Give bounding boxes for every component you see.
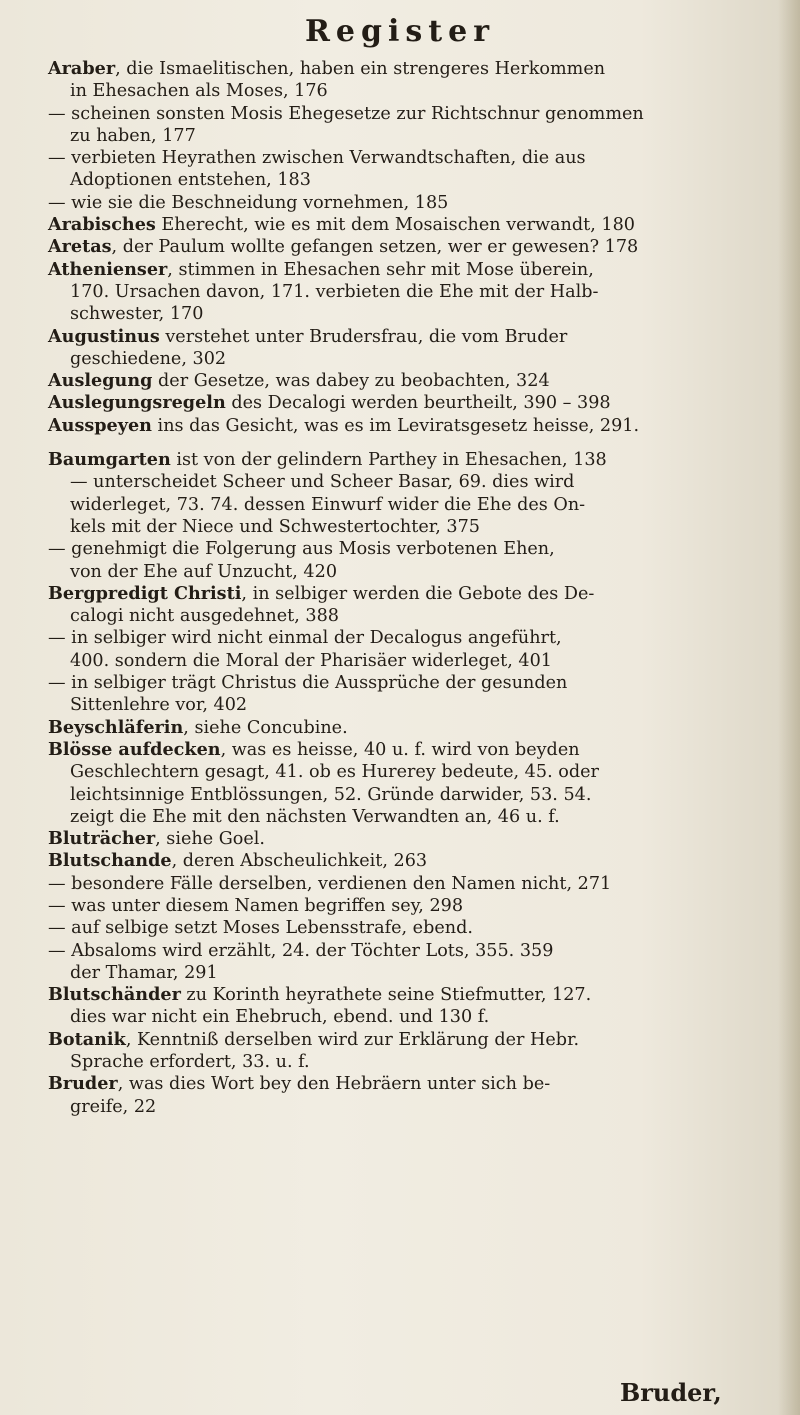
register-entry (48, 672, 778, 717)
register-entry (48, 1073, 778, 1118)
register-entry (48, 58, 778, 103)
entry-headword: Botanik (48, 1028, 126, 1050)
entry-continuation-line: kels mit der Niece und Schwestertochter, 375 (70, 516, 480, 537)
entry-line: — in selbiger wird nicht einmal der Decalogus angeführt, (48, 628, 562, 649)
entry-line: Arabisches Eherecht, wie es mit dem Mosaischen verwandt, 180 (48, 214, 635, 236)
entry-line: — in selbiger trägt Christus die Aussprüche der gesunden (48, 673, 568, 694)
entry-line: Ausspeyen ins das Gesicht, was es im Leviratsgesetz heisse, 291. (48, 414, 640, 436)
entry-line: — wie sie die Beschneidung vornehmen, 185 (48, 192, 449, 213)
register-entry (48, 940, 778, 985)
entry-line: Beyschläferin, siehe Concubine. (48, 716, 348, 738)
entry-line: Auslegung der Gesetze, was dabey zu beobachten, 324 (48, 370, 550, 392)
register-entry (48, 873, 778, 895)
entry-headword: Bergpredigt Christi (48, 582, 242, 604)
register-entry (48, 583, 778, 628)
entry-headword: Athenienser (48, 258, 168, 280)
entry-continuation-line: zu haben, 177 (70, 125, 196, 146)
entry-line: Blösse aufdecken, was es heisse, 40 u. f. wird von beyden (48, 738, 580, 760)
entry-line: Bluträcher, siehe Goel. (48, 828, 265, 850)
register-entry (48, 917, 778, 939)
register-entry (48, 103, 778, 148)
entry-continuation-line: 400. sondern die Moral der Pharisäer widerleget, 401 (70, 650, 552, 671)
entry-line: — was unter diesem Namen begriffen sey, 298 (48, 895, 464, 916)
entry-line: — genehmigt die Folgerung aus Mosis verbotenen Ehen, (48, 539, 555, 560)
entry-line: Araber, die Ismaelitischen, haben ein strengeres Herkommen (48, 58, 606, 79)
entry-headword: Auslegungsregeln (48, 392, 226, 414)
register-entry (48, 627, 778, 672)
entry-line: — Absaloms wird erzählt, 24. der Töchter Lots, 355. 359 (48, 940, 554, 961)
entry-continuation-line: der Thamar, 291 (70, 962, 218, 983)
register-entry (48, 984, 778, 1029)
register-entry (48, 236, 778, 258)
section-gap (48, 437, 778, 449)
entry-headword: Aretas (48, 236, 112, 258)
register-entry (48, 370, 778, 392)
entry-line: — auf selbige setzt Moses Lebensstrafe, ebend. (48, 918, 473, 939)
entry-continuation-line: in Ehesachen als Moses, 176 (70, 81, 328, 102)
register-entry (48, 415, 778, 437)
entry-line: Bruder, was dies Wort bey den Hebräern unter sich be- (48, 1073, 551, 1095)
register-entry (48, 1029, 778, 1074)
entry-continuation-line: zeigt die Ehe mit den nächsten Verwandten an, 46 u. f. (70, 806, 560, 827)
entry-line: Blutschänder zu Korinth heyrathete seine Stiefmutter, 127. (48, 984, 592, 1006)
entry-line: Augustinus verstehet unter Brudersfrau, die vom Bruder (48, 325, 568, 347)
entry-continuation-line: schwester, 170 (70, 304, 204, 325)
entry-continuation-line: dies war nicht ein Ehebruch, ebend. und 130 f. (70, 1007, 490, 1028)
entry-headword: Blutschänder (48, 984, 181, 1006)
entry-headword: Augustinus (48, 325, 160, 347)
catchword: Bruder, (620, 1378, 722, 1407)
entry-headword: Arabisches (48, 214, 156, 236)
entry-headword: Auslegung (48, 370, 153, 392)
entry-headword: Blösse aufdecken (48, 738, 221, 760)
entry-continuation-line: — unterscheidet Scheer und Scheer Basar, 69. dies wird (70, 472, 575, 493)
entry-continuation-line: widerleget, 73. 74. dessen Einwurf wider die Ehe des On- (70, 494, 586, 515)
register-entry (48, 259, 778, 326)
entry-continuation-line: geschiedene, 302 (70, 348, 227, 369)
entry-continuation-line: Sittenlehre vor, 402 (70, 695, 248, 716)
entry-headword: Baumgarten (48, 449, 171, 471)
register-entry (48, 739, 778, 828)
entry-line: — scheinen sonsten Mosis Ehegesetze zur Richtschnur genommen (48, 103, 644, 124)
register-entries (48, 58, 778, 1118)
entry-line: Baumgarten ist von der gelindern Parthey in Ehesachen, 138 (48, 449, 607, 471)
entry-continuation-line: greife, 22 (70, 1096, 157, 1117)
entry-headword: Blutschande (48, 850, 172, 872)
entry-headword: Araber (48, 58, 116, 79)
entry-line: Botanik, Kenntniß derselben wird zur Erklärung der Hebr. (48, 1028, 580, 1050)
register-entry (48, 147, 778, 192)
entry-line: Auslegungsregeln des Decalogi werden beurtheilt, 390 – 398 (48, 392, 611, 414)
entry-line: — verbieten Heyrathen zwischen Verwandtschaften, die aus (48, 148, 586, 169)
register-entry (48, 214, 778, 236)
entry-headword: Ausspeyen (48, 414, 152, 436)
entry-headword: Beyschläferin (48, 716, 184, 738)
page-header: Register (304, 14, 496, 49)
register-entry (48, 392, 778, 414)
register-entry (48, 895, 778, 917)
entry-continuation-line: 170. Ursachen davon, 171. verbieten die Ehe mit der Halb- (70, 281, 599, 302)
entry-continuation-line: Adoptionen entstehen, 183 (70, 170, 311, 191)
register-entry (48, 850, 778, 872)
register-entry (48, 449, 778, 538)
page-edge-shadow (778, 0, 800, 1415)
register-entry (48, 717, 778, 739)
register-entry (48, 192, 778, 214)
entry-headword: Bluträcher (48, 828, 156, 850)
entry-headword: Bruder (48, 1073, 118, 1095)
register-entry (48, 828, 778, 850)
entry-line: — besondere Fälle derselben, verdienen den Namen nicht, 271 (48, 873, 612, 894)
entry-continuation-line: von der Ehe auf Unzucht, 420 (70, 561, 338, 582)
entry-continuation-line: calogi nicht ausgedehnet, 388 (70, 606, 339, 627)
entry-line: Athenienser, stimmen in Ehesachen sehr mit Mose überein, (48, 258, 594, 280)
entry-continuation-line: Sprache erfordert, 33. u. f. (70, 1052, 310, 1073)
entry-line: Bergpredigt Christi, in selbiger werden die Gebote des De- (48, 582, 595, 604)
entry-continuation-line: leichtsinnige Entblössungen, 52. Gründe darwider, 53. 54. (70, 784, 592, 805)
entry-continuation-line: Geschlechtern gesagt, 41. ob es Hurerey bedeute, 45. oder (70, 762, 599, 783)
entry-line: Blutschande, deren Abscheulichkeit, 263 (48, 850, 428, 872)
register-entry (48, 538, 778, 583)
register-entry (48, 326, 778, 371)
entry-line: Aretas, der Paulum wollte gefangen setzen, wer er gewesen? 178 (48, 236, 639, 258)
